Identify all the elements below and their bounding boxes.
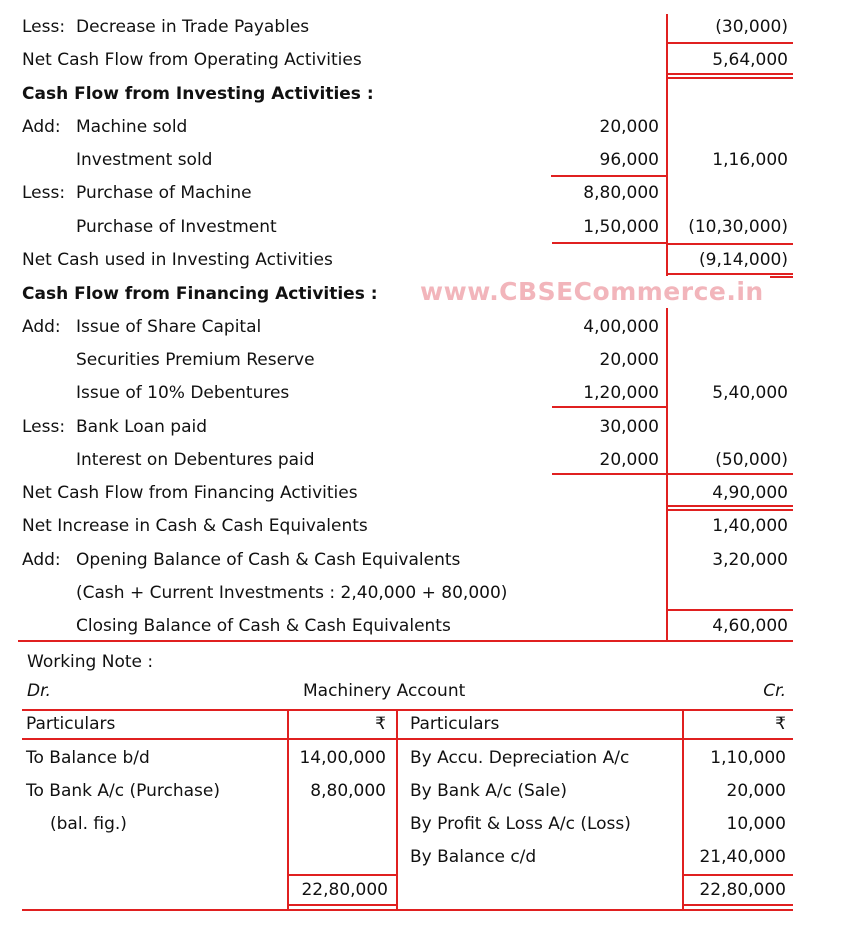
subtotal-rule	[551, 175, 667, 177]
row-label: (Cash + Current Investments : 2,40,000 + 80,000)	[76, 583, 508, 603]
row-label: Purchase of Investment	[76, 217, 277, 237]
credit-particulars: By Balance c/d	[410, 847, 537, 867]
row-label: Investment sold	[76, 150, 213, 170]
section-heading-investing: Cash Flow from Investing Activities :	[22, 84, 374, 104]
working-note-title: Working Note :	[27, 652, 154, 672]
row-sub-amount: 1,50,000	[583, 217, 659, 237]
debit-amount: 8,80,000	[310, 781, 386, 801]
row-amount: 5,40,000	[712, 383, 788, 403]
cr-label: Cr.	[763, 681, 786, 701]
row-amount: 4,60,000	[712, 616, 788, 636]
subtotal-rule	[667, 243, 793, 245]
debit-particulars: To Balance b/d	[26, 748, 150, 768]
section-heading-financing: Cash Flow from Financing Activities :	[22, 284, 378, 304]
row-prefix: Less:	[22, 17, 66, 37]
total-debit: 22,80,000	[301, 880, 388, 900]
row-amount: 1,40,000	[712, 516, 788, 536]
row-amount: (10,30,000)	[688, 217, 788, 237]
row-label: Securities Premium Reserve	[76, 350, 315, 370]
column-divider	[666, 14, 668, 276]
debit-amount: 14,00,000	[299, 748, 386, 768]
total-rule-left	[288, 874, 397, 876]
row-label: Net Increase in Cash & Cash Equivalents	[22, 516, 368, 536]
subtotal-rule	[552, 473, 667, 475]
total-rule-right	[683, 874, 793, 876]
debit-particulars: (bal. fig.)	[50, 814, 127, 834]
row-label: Net Cash used in Investing Activities	[22, 250, 333, 270]
row-label: Purchase of Machine	[76, 183, 252, 203]
row-prefix: Add:	[22, 317, 61, 337]
header-rupee-right: ₹	[775, 714, 786, 734]
subtotal-rule	[667, 609, 793, 611]
total-double-rule	[667, 505, 793, 507]
row-sub-amount: 1,20,000	[583, 383, 659, 403]
ledger-divider	[682, 709, 684, 910]
total-credit: 22,80,000	[699, 880, 786, 900]
total-double-rule-right	[683, 904, 793, 906]
row-prefix: Add:	[22, 550, 61, 570]
row-label: Net Cash Flow from Financing Activities	[22, 483, 358, 503]
row-label: Closing Balance of Cash & Cash Equivalents	[76, 616, 451, 636]
account-title: Machinery Account	[303, 681, 466, 701]
row-sub-amount: 20,000	[599, 450, 659, 470]
subtotal-rule	[667, 42, 793, 44]
row-prefix: Less:	[22, 417, 66, 437]
row-sub-amount: 4,00,000	[583, 317, 659, 337]
total-double-rule	[667, 509, 793, 511]
row-sub-amount: 20,000	[599, 350, 659, 370]
header-rupee-left: ₹	[375, 714, 386, 734]
row-label: Issue of Share Capital	[76, 317, 262, 337]
row-sub-amount: 20,000	[599, 117, 659, 137]
ledger-top-rule	[22, 709, 793, 711]
statement-bottom-rule	[18, 640, 793, 642]
row-label: Machine sold	[76, 117, 188, 137]
credit-particulars: By Accu. Depreciation A/c	[410, 748, 630, 768]
credit-particulars: By Profit & Loss A/c (Loss)	[410, 814, 631, 834]
row-amount: 5,64,000	[712, 50, 788, 70]
row-prefix: Add:	[22, 117, 61, 137]
row-sub-amount: 8,80,000	[583, 183, 659, 203]
credit-amount: 20,000	[726, 781, 786, 801]
row-label: Issue of 10% Debentures	[76, 383, 290, 403]
debit-particulars: To Bank A/c (Purchase)	[26, 781, 220, 801]
row-label: Decrease in Trade Payables	[76, 17, 310, 37]
row-amount: 4,90,000	[712, 483, 788, 503]
total-double-rule	[667, 77, 793, 79]
row-label: Opening Balance of Cash & Cash Equivalents	[76, 550, 461, 570]
total-double-rule-left	[288, 904, 397, 906]
row-label: Interest on Debentures paid	[76, 450, 315, 470]
header-particulars-right: Particulars	[410, 714, 500, 734]
ledger-bottom-rule	[22, 909, 793, 911]
credit-amount: 21,40,000	[699, 847, 786, 867]
total-rule	[667, 273, 793, 275]
row-amount: 1,16,000	[712, 150, 788, 170]
subtotal-rule	[667, 473, 793, 475]
watermark: www.CBSECommerce.in	[420, 277, 764, 306]
subtotal-rule	[552, 242, 667, 244]
row-amount: 3,20,000	[712, 550, 788, 570]
row-label: Bank Loan paid	[76, 417, 207, 437]
total-double-rule	[770, 276, 793, 278]
row-prefix: Less:	[22, 183, 66, 203]
header-particulars-left: Particulars	[26, 714, 116, 734]
row-amount: (50,000)	[715, 450, 788, 470]
total-double-rule	[667, 73, 793, 75]
ledger-header-rule	[22, 738, 793, 740]
credit-amount: 10,000	[726, 814, 786, 834]
subtotal-rule	[552, 406, 667, 408]
credit-particulars: By Bank A/c (Sale)	[410, 781, 567, 801]
row-amount: (30,000)	[715, 17, 788, 37]
row-sub-amount: 30,000	[599, 417, 659, 437]
row-amount: (9,14,000)	[699, 250, 788, 270]
credit-amount: 1,10,000	[710, 748, 786, 768]
ledger-divider	[287, 709, 289, 910]
ledger-divider	[396, 709, 398, 910]
dr-label: Dr.	[27, 681, 51, 701]
row-sub-amount: 96,000	[599, 150, 659, 170]
row-label: Net Cash Flow from Operating Activities	[22, 50, 362, 70]
